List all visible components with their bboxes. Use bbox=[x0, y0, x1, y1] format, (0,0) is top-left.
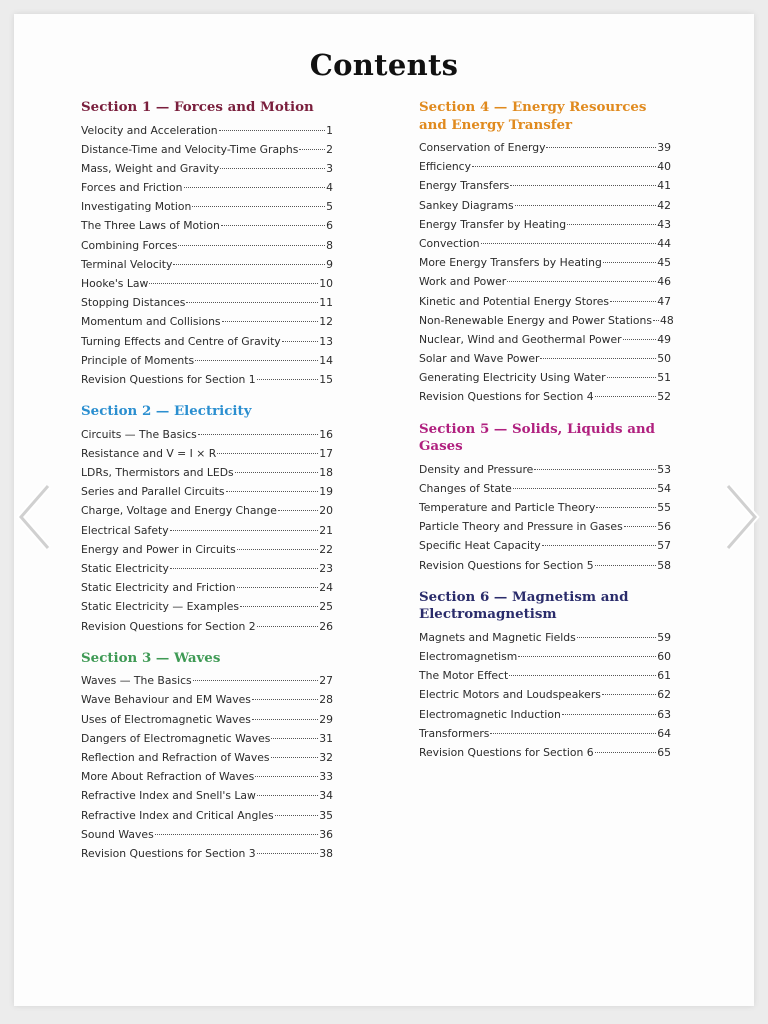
entry-title: Temperature and Particle Theory bbox=[419, 501, 596, 514]
contents-entry[interactable] bbox=[81, 236, 333, 255]
entry-page-number: 40 bbox=[657, 160, 671, 174]
entry-title: Non-Renewable Energy and Power Stations bbox=[419, 313, 653, 327]
section-heading: Section 4 — Energy Resources and Energy Transfer bbox=[419, 99, 647, 133]
contents-entry[interactable] bbox=[419, 556, 671, 575]
entry-title: Particle Theory and Pressure in Gases bbox=[419, 520, 623, 534]
dot-leader bbox=[221, 225, 325, 226]
entry-title: Distance-Time and Velocity-Time Graphs bbox=[81, 142, 299, 156]
entry-title: Dangers of Electromagnetic Waves bbox=[81, 731, 271, 745]
contents-entry[interactable] bbox=[419, 330, 671, 349]
entry-title: Hooke's Law bbox=[81, 277, 149, 290]
entry-title: More About Refraction of Waves bbox=[81, 770, 255, 784]
entry-title: Energy Transfer by Heating bbox=[419, 217, 567, 231]
dot-leader bbox=[198, 434, 318, 435]
entry-page-number: 35 bbox=[319, 808, 333, 822]
entry-title: Kinetic and Potential Energy Stores bbox=[419, 294, 610, 308]
contents-entry[interactable] bbox=[419, 138, 671, 157]
dot-leader bbox=[653, 320, 659, 321]
entry-title: Electric Motors and Loudspeakers bbox=[419, 688, 601, 702]
entry-title: Reflection and Refraction of Waves bbox=[81, 750, 270, 764]
entry-title: Revision Questions for Section 4 bbox=[419, 390, 594, 404]
contents-entry[interactable] bbox=[81, 767, 333, 786]
dot-leader bbox=[603, 262, 656, 263]
dot-leader bbox=[235, 472, 319, 473]
contents-entry[interactable] bbox=[419, 666, 671, 685]
contents-entry[interactable] bbox=[81, 312, 333, 331]
contents-entry[interactable] bbox=[81, 332, 333, 351]
entry-title: Conservation of Energy bbox=[419, 141, 546, 154]
dot-leader bbox=[472, 166, 656, 167]
dot-leader bbox=[623, 339, 657, 340]
dot-leader bbox=[542, 545, 657, 546]
entry-page-number: 28 bbox=[319, 693, 333, 707]
dot-leader bbox=[278, 510, 318, 511]
entry-page-number: 12 bbox=[319, 315, 333, 329]
entry-title: LDRs, Thermistors and LEDs bbox=[81, 466, 234, 479]
entry-title: Nuclear, Wind and Geothermal Power bbox=[419, 332, 622, 346]
entry-page-number: 10 bbox=[319, 277, 333, 290]
dot-leader bbox=[507, 281, 656, 282]
entry-title: Revision Questions for Section 5 bbox=[419, 558, 594, 572]
dot-leader bbox=[192, 206, 325, 207]
contents-entry[interactable] bbox=[81, 710, 333, 729]
contents-right-column bbox=[419, 99, 674, 776]
contents-entry[interactable] bbox=[81, 825, 333, 844]
entry-page-number: 11 bbox=[319, 296, 333, 310]
dot-leader bbox=[219, 130, 326, 131]
entry-title: The Motor Effect bbox=[419, 669, 509, 683]
contents-entry[interactable] bbox=[81, 482, 333, 501]
dot-leader bbox=[534, 469, 656, 470]
dot-leader bbox=[515, 205, 657, 206]
dot-leader bbox=[240, 606, 318, 607]
entry-page-number: 2 bbox=[326, 142, 333, 156]
entry-page-number: 20 bbox=[319, 504, 333, 518]
contents-entry[interactable] bbox=[419, 536, 671, 555]
contents-entry[interactable] bbox=[419, 705, 671, 724]
dot-leader bbox=[237, 549, 319, 550]
contents-entry[interactable] bbox=[81, 578, 333, 597]
dot-leader bbox=[257, 626, 319, 627]
dot-leader bbox=[149, 283, 318, 284]
dot-leader bbox=[178, 245, 325, 246]
contents-entry[interactable] bbox=[419, 387, 671, 406]
entry-page-number: 31 bbox=[319, 731, 333, 745]
entry-title: Refractive Index and Critical Angles bbox=[81, 808, 274, 822]
entry-title: Electrical Safety bbox=[81, 523, 169, 537]
entry-page-number: 51 bbox=[657, 371, 671, 385]
contents-entry[interactable] bbox=[419, 253, 671, 272]
dot-leader bbox=[577, 637, 657, 638]
contents-entry[interactable] bbox=[419, 272, 671, 291]
entry-page-number: 13 bbox=[319, 334, 333, 348]
entry-page-number: 19 bbox=[319, 485, 333, 499]
dot-leader bbox=[220, 168, 325, 169]
entry-page-number: 65 bbox=[657, 745, 671, 759]
entry-page-number: 62 bbox=[657, 688, 671, 702]
entry-page-number: 54 bbox=[657, 481, 671, 495]
entry-title: The Three Laws of Motion bbox=[81, 219, 220, 233]
contents-entry[interactable] bbox=[81, 274, 333, 293]
entry-page-number: 60 bbox=[657, 649, 671, 663]
entry-page-number: 64 bbox=[657, 726, 671, 740]
entry-page-number: 23 bbox=[319, 561, 333, 575]
entry-page-number: 32 bbox=[319, 750, 333, 764]
entry-title: Waves — The Basics bbox=[81, 674, 192, 688]
contents-section bbox=[81, 650, 333, 863]
entry-page-number: 5 bbox=[326, 200, 333, 214]
entry-page-number: 15 bbox=[319, 372, 333, 386]
entry-title: Static Electricity — Examples bbox=[81, 600, 240, 614]
contents-entry[interactable] bbox=[419, 234, 671, 253]
contents-entry[interactable] bbox=[81, 690, 333, 709]
dot-leader bbox=[271, 738, 318, 739]
entry-page-number: 44 bbox=[657, 236, 671, 250]
dot-leader bbox=[490, 733, 656, 734]
entry-page-number: 38 bbox=[319, 846, 333, 860]
section-heading: Section 3 — Waves bbox=[81, 649, 221, 666]
dot-leader bbox=[540, 358, 656, 359]
contents-entry[interactable] bbox=[419, 628, 671, 647]
entry-page-number: 36 bbox=[319, 827, 333, 841]
dot-leader bbox=[299, 149, 325, 150]
entry-title: Electromagnetic Induction bbox=[419, 707, 561, 721]
dot-leader bbox=[257, 853, 319, 854]
contents-entry[interactable] bbox=[81, 463, 333, 482]
dot-leader bbox=[184, 187, 326, 188]
contents-entry[interactable] bbox=[419, 479, 671, 498]
entry-page-number: 63 bbox=[657, 707, 671, 721]
dot-leader bbox=[195, 360, 318, 361]
entry-title: Electromagnetism bbox=[419, 649, 518, 663]
dot-leader bbox=[607, 377, 657, 378]
entry-title: Refractive Index and Snell's Law bbox=[81, 789, 256, 803]
entry-title: Sankey Diagrams bbox=[419, 198, 514, 212]
entry-title: Specific Heat Capacity bbox=[419, 539, 541, 553]
entry-page-number: 26 bbox=[319, 619, 333, 633]
entry-page-number: 33 bbox=[319, 770, 333, 784]
dot-leader bbox=[518, 656, 656, 657]
dot-leader bbox=[257, 379, 319, 380]
contents-entry[interactable] bbox=[81, 748, 333, 767]
entry-title: Static Electricity and Friction bbox=[81, 581, 236, 595]
entry-title: Changes of State bbox=[419, 481, 512, 495]
contents-entry[interactable] bbox=[419, 311, 674, 330]
entry-title: Turning Effects and Centre of Gravity bbox=[81, 334, 281, 348]
dot-leader bbox=[170, 568, 318, 569]
contents-entry[interactable] bbox=[81, 121, 333, 140]
dot-leader bbox=[481, 243, 657, 244]
entry-title: Convection bbox=[419, 236, 480, 250]
entry-title: Velocity and Acceleration bbox=[81, 123, 218, 137]
dot-leader bbox=[595, 565, 657, 566]
contents-entry[interactable] bbox=[81, 351, 333, 370]
entry-page-number: 25 bbox=[319, 600, 333, 614]
contents-entry[interactable] bbox=[419, 724, 671, 743]
entry-title: Transformers bbox=[419, 726, 490, 740]
entry-title: Investigating Motion bbox=[81, 200, 192, 214]
contents-entry[interactable] bbox=[81, 178, 333, 197]
contents-entry[interactable] bbox=[81, 255, 333, 274]
contents-entry[interactable] bbox=[81, 559, 333, 578]
dot-leader bbox=[257, 795, 318, 796]
contents-entry[interactable] bbox=[419, 292, 671, 311]
dot-leader bbox=[173, 264, 325, 265]
dot-leader bbox=[271, 757, 319, 758]
contents-entry[interactable] bbox=[81, 140, 333, 159]
dot-leader bbox=[226, 491, 319, 492]
entry-page-number: 22 bbox=[319, 542, 333, 556]
entry-page-number: 3 bbox=[326, 161, 333, 175]
entry-page-number: 29 bbox=[319, 712, 333, 726]
contents-entry[interactable] bbox=[419, 498, 671, 517]
entry-page-number: 34 bbox=[319, 789, 333, 803]
entry-title: Energy Transfers bbox=[419, 179, 510, 193]
entry-title: Momentum and Collisions bbox=[81, 315, 221, 329]
entry-title: Sound Waves bbox=[81, 827, 154, 841]
entry-page-number: 27 bbox=[319, 674, 333, 688]
dot-leader bbox=[170, 530, 319, 531]
entry-page-number: 4 bbox=[326, 181, 333, 195]
entry-title: Generating Electricity Using Water bbox=[419, 371, 606, 385]
dot-leader bbox=[217, 453, 318, 454]
contents-entry[interactable] bbox=[81, 159, 333, 178]
contents-entry[interactable] bbox=[81, 370, 333, 389]
entry-page-number: 50 bbox=[657, 352, 671, 366]
entry-title: Magnets and Magnetic Fields bbox=[419, 630, 576, 644]
entry-page-number: 9 bbox=[326, 257, 333, 271]
dot-leader bbox=[252, 699, 318, 700]
dot-leader bbox=[155, 834, 319, 835]
entry-title: Resistance and V = I × R bbox=[81, 446, 217, 460]
contents-entry[interactable] bbox=[81, 216, 333, 235]
dot-leader bbox=[610, 301, 656, 302]
contents-entry[interactable] bbox=[419, 517, 671, 536]
chevron-right-icon[interactable] bbox=[724, 482, 760, 552]
dot-leader bbox=[562, 714, 656, 715]
entry-title: Principle of Moments bbox=[81, 353, 195, 367]
entry-page-number: 48 bbox=[660, 313, 674, 327]
contents-section bbox=[419, 421, 671, 575]
contents-section bbox=[81, 99, 333, 389]
entry-page-number: 46 bbox=[657, 275, 671, 289]
contents-entry[interactable] bbox=[81, 444, 333, 463]
entry-page-number: 42 bbox=[657, 198, 671, 212]
entry-title: Mass, Weight and Gravity bbox=[81, 161, 220, 175]
entry-title: Forces and Friction bbox=[81, 181, 183, 195]
contents-entry[interactable] bbox=[81, 501, 333, 520]
entry-title: Revision Questions for Section 3 bbox=[81, 846, 256, 860]
contents-entry[interactable] bbox=[419, 215, 671, 234]
contents-section bbox=[419, 99, 674, 407]
entry-page-number: 49 bbox=[657, 332, 671, 346]
dot-leader bbox=[509, 675, 656, 676]
entry-page-number: 6 bbox=[326, 219, 333, 233]
entry-page-number: 56 bbox=[657, 520, 671, 534]
entry-page-number: 61 bbox=[657, 669, 671, 683]
contents-entry[interactable] bbox=[419, 176, 671, 195]
chevron-left-icon[interactable] bbox=[16, 482, 52, 552]
entry-title: Energy and Power in Circuits bbox=[81, 542, 236, 556]
contents-entry[interactable] bbox=[81, 597, 333, 616]
entry-page-number: 8 bbox=[326, 238, 333, 252]
contents-entry[interactable] bbox=[81, 786, 333, 805]
contents-entry[interactable] bbox=[81, 806, 333, 825]
contents-entry[interactable] bbox=[419, 157, 671, 176]
entry-title: Revision Questions for Section 6 bbox=[419, 745, 594, 759]
contents-entry[interactable] bbox=[419, 743, 671, 762]
entry-title: Revision Questions for Section 2 bbox=[81, 619, 256, 633]
contents-entry[interactable] bbox=[419, 349, 671, 368]
contents-entry[interactable] bbox=[81, 293, 333, 312]
entry-title: Combining Forces bbox=[81, 238, 178, 252]
dot-leader bbox=[602, 694, 656, 695]
dot-leader bbox=[567, 224, 656, 225]
entry-page-number: 57 bbox=[657, 539, 671, 553]
dot-leader bbox=[255, 776, 318, 777]
contents-entry[interactable] bbox=[81, 521, 333, 540]
contents-entry[interactable] bbox=[81, 617, 333, 636]
entry-page-number: 52 bbox=[657, 390, 671, 404]
entry-title: Revision Questions for Section 1 bbox=[81, 372, 256, 386]
dot-leader bbox=[513, 488, 656, 489]
entry-page-number: 17 bbox=[319, 446, 333, 460]
entry-title: Terminal Velocity bbox=[81, 257, 173, 271]
dot-leader bbox=[186, 302, 318, 303]
entry-title: Efficiency bbox=[419, 160, 472, 174]
contents-section bbox=[81, 403, 333, 636]
entry-title: Wave Behaviour and EM Waves bbox=[81, 693, 251, 707]
entry-page-number: 55 bbox=[657, 501, 671, 514]
entry-page-number: 43 bbox=[657, 217, 671, 231]
contents-entry[interactable] bbox=[419, 647, 671, 666]
entry-page-number: 53 bbox=[657, 462, 671, 476]
entry-page-number: 45 bbox=[657, 256, 671, 270]
entry-page-number: 14 bbox=[319, 353, 333, 367]
contents-entry[interactable] bbox=[419, 368, 671, 387]
dot-leader bbox=[546, 147, 656, 148]
contents-entry[interactable] bbox=[419, 685, 671, 704]
entry-title: Solar and Wave Power bbox=[419, 352, 540, 366]
entry-title: Density and Pressure bbox=[419, 462, 534, 476]
entry-page-number: 39 bbox=[657, 141, 671, 154]
entry-page-number: 1 bbox=[326, 123, 333, 137]
entry-title: Charge, Voltage and Energy Change bbox=[81, 504, 277, 518]
dot-leader bbox=[252, 719, 318, 720]
section-heading: Section 6 — Magnetism and Electromagnetism bbox=[419, 588, 629, 623]
entry-page-number: 59 bbox=[657, 630, 671, 644]
entry-page-number: 47 bbox=[657, 294, 671, 308]
entry-page-number: 21 bbox=[319, 523, 333, 537]
entry-title: Circuits — The Basics bbox=[81, 427, 197, 441]
section-heading: Section 5 — Solids, Liquids and Gases bbox=[419, 420, 656, 455]
contents-entry[interactable] bbox=[419, 460, 671, 479]
dot-leader bbox=[193, 680, 319, 681]
entry-title: Static Electricity bbox=[81, 561, 169, 575]
contents-section bbox=[419, 589, 671, 762]
dot-leader bbox=[595, 396, 657, 397]
page-title: Contents bbox=[309, 48, 459, 82]
entry-page-number: 24 bbox=[319, 581, 333, 595]
dot-leader bbox=[595, 752, 657, 753]
contents-entry[interactable] bbox=[81, 844, 333, 863]
section-heading: Section 2 — Electricity bbox=[81, 403, 252, 420]
entry-page-number: 16 bbox=[319, 427, 333, 441]
contents-entry[interactable] bbox=[81, 729, 333, 748]
entry-page-number: 58 bbox=[657, 558, 671, 572]
dot-leader bbox=[222, 321, 319, 322]
entry-title: More Energy Transfers by Heating bbox=[419, 256, 602, 270]
section-heading: Section 1 — Forces and Motion bbox=[81, 99, 314, 115]
contents-entry[interactable] bbox=[81, 425, 333, 444]
entry-title: Series and Parallel Circuits bbox=[81, 485, 225, 499]
entry-title: Work and Power bbox=[419, 275, 507, 289]
contents-entry[interactable] bbox=[81, 540, 333, 559]
entry-title: Uses of Electromagnetic Waves bbox=[81, 712, 251, 726]
entry-title: Stopping Distances bbox=[81, 296, 186, 310]
dot-leader bbox=[237, 587, 319, 588]
entry-page-number: 18 bbox=[319, 466, 333, 479]
dot-leader bbox=[275, 815, 319, 816]
contents-entry[interactable] bbox=[81, 197, 333, 216]
entry-page-number: 41 bbox=[657, 179, 671, 193]
contents-entry[interactable] bbox=[81, 671, 333, 690]
dot-leader bbox=[596, 507, 656, 508]
dot-leader bbox=[624, 526, 657, 527]
contents-entry[interactable] bbox=[419, 196, 671, 215]
contents-left-column bbox=[81, 99, 333, 877]
dot-leader bbox=[510, 185, 656, 186]
dot-leader bbox=[282, 341, 319, 342]
